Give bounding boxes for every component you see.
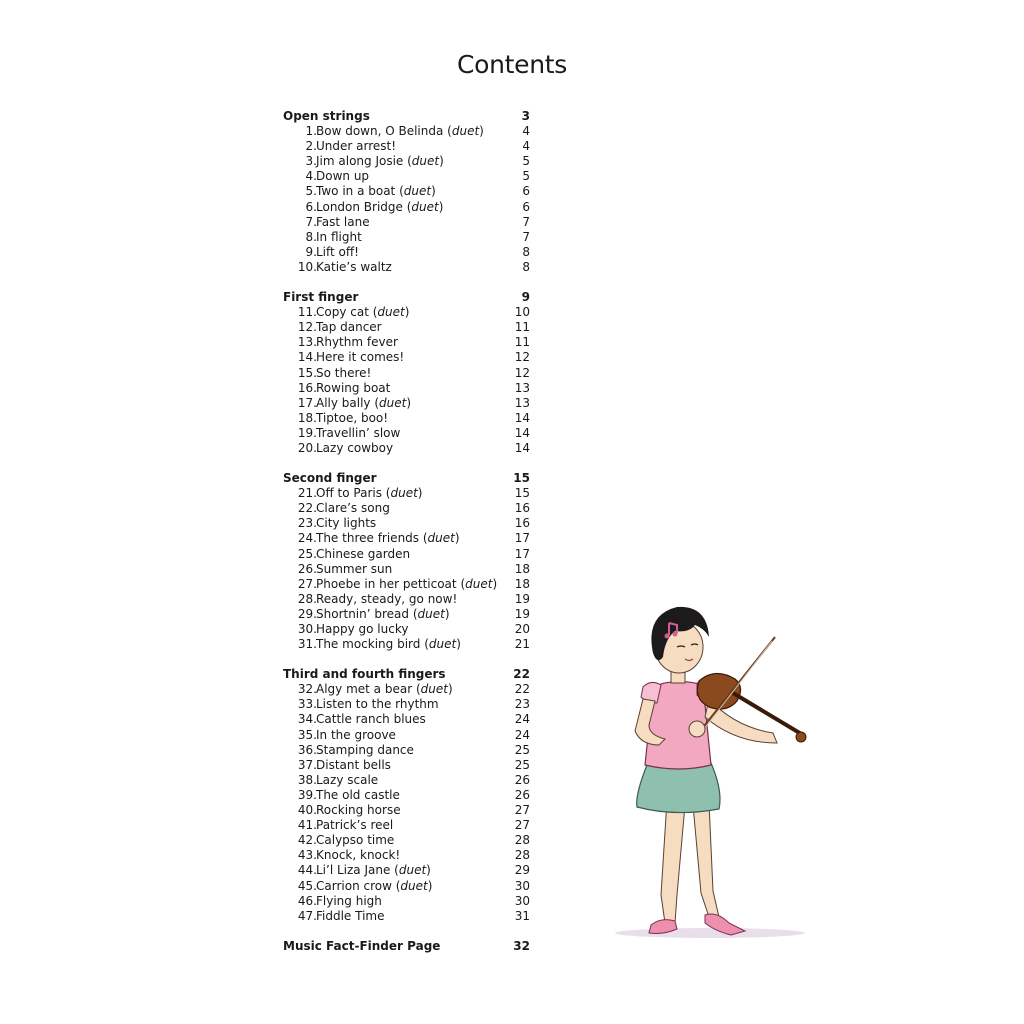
toc-entry-page: 5: [522, 169, 530, 184]
toc-entry-number: 22.: [297, 501, 317, 516]
toc-entry-number: 40.: [297, 803, 317, 818]
toc-entry-page: 30: [514, 893, 530, 908]
toc-entry-title: Carrion crow (duet): [316, 878, 433, 893]
toc-entry-title: Two in a boat (duet): [316, 184, 436, 199]
toc-entry-page: 13: [514, 395, 530, 410]
toc-entry-number: 19.: [297, 425, 317, 440]
toc-entry-name: Fiddle Time: [316, 908, 385, 923]
toc-entry-number: 20.: [297, 440, 317, 455]
toc-entry-title: [316, 426, 400, 441]
toc-entry-number: 45.: [297, 878, 317, 893]
toc-heading-title: Open strings: [283, 109, 370, 123]
toc-entry-name: Katie’s waltz: [316, 259, 392, 274]
toc-entry-page: 14: [514, 425, 530, 440]
toc-entry-page: 6: [522, 199, 530, 214]
toc-section: [283, 471, 533, 652]
toc-section: [283, 109, 533, 275]
toc-entry-number: 36.: [297, 742, 317, 757]
toc-entry-page: 28: [514, 848, 530, 863]
toc-entry-name: So there!: [316, 365, 372, 380]
toc-entry-name: Li’l Liza Jane: [316, 863, 391, 878]
toc-entry-number: 2.: [305, 139, 317, 154]
toc-entry-number: 23.: [297, 516, 317, 531]
toc-heading-title: First finger: [283, 290, 359, 305]
page-title: Contents: [456, 50, 568, 79]
toc-entry-number: 46.: [297, 893, 317, 908]
toc-entry-name: Algy met a bear: [316, 682, 413, 697]
toc-entry-page: 26: [514, 772, 530, 787]
toc-entry-title: Li’l Liza Jane (duet): [316, 863, 431, 878]
toc-entry: [283, 486, 533, 501]
toc-entry-number: 38.: [297, 772, 317, 787]
toc-entry-title: [316, 728, 396, 743]
toc-entry-number: 39.: [297, 787, 317, 802]
toc-entry-page: 20: [514, 622, 530, 636]
toc-entry: [283, 335, 533, 350]
toc-entry-title: [316, 818, 393, 833]
toc-entry-note: duet: [427, 531, 455, 546]
toc-entry: [283, 803, 533, 818]
toc-entry-note: duet: [417, 606, 445, 621]
toc-entry-note: duet: [428, 637, 457, 652]
toc-entry-page: 29: [514, 863, 530, 878]
toc-entry: [283, 773, 533, 788]
toc-entry: [283, 169, 533, 184]
toc-entry-title: [316, 803, 401, 818]
table-of-contents: [283, 109, 533, 969]
toc-section: [283, 290, 533, 456]
toc-entry-note: duet: [411, 199, 439, 214]
toc-entry-title: [316, 350, 404, 365]
toc-entry: [283, 139, 533, 154]
toc-entry-title: Algy met a bear (duet): [316, 682, 453, 697]
toc-entry-title: [316, 562, 392, 577]
toc-entry-page: 14: [514, 410, 530, 425]
toc-entry-page: 5: [522, 154, 530, 169]
toc-entry-title: [316, 712, 426, 727]
toc-entry-page: 16: [514, 516, 530, 531]
toc-entry-note: duet: [400, 878, 428, 893]
toc-entry-title: [316, 230, 362, 245]
toc-entry-number: 29.: [297, 606, 317, 621]
toc-entry-name: Tiptoe, boo!: [316, 410, 389, 425]
toc-entry-page: 18: [514, 576, 530, 591]
toc-entry-number: 3.: [305, 154, 317, 169]
toc-section-heading: [283, 667, 533, 682]
toc-entry-page: 6: [522, 184, 530, 199]
toc-entry-name: Ready, steady, go now!: [316, 591, 458, 606]
toc-entry-page: 27: [514, 803, 530, 818]
toc-entry-title: Ally bally (duet): [316, 395, 412, 410]
toc-entry-note: duet: [403, 184, 432, 199]
toc-entry-title: [316, 516, 376, 531]
toc-entry-name: Ally bally: [316, 395, 371, 410]
toc-section-heading: [283, 290, 533, 305]
toc-entry-title: Off to Paris (duet): [316, 486, 423, 501]
toc-entry-name: Knock, knock!: [316, 848, 401, 863]
toc-entry-number: 5.: [305, 184, 317, 199]
toc-entry-number: 32.: [297, 682, 317, 697]
toc-entry: [283, 320, 533, 335]
toc-entry-name: The mocking bird: [316, 637, 421, 652]
toc-entry-name: City lights: [316, 516, 377, 531]
toc-entry: [283, 637, 533, 652]
toc-entry-page: 23: [514, 697, 530, 712]
toc-entry: [283, 909, 533, 924]
toc-entry-name: Clare’s song: [316, 501, 390, 516]
toc-entry-page: 15: [514, 486, 530, 501]
toc-entry-note: duet: [379, 395, 407, 410]
toc-entry-name: Listen to the rhythm: [316, 697, 439, 712]
toc-heading-page: 32: [513, 938, 530, 953]
toc-entry-name: London Bridge: [316, 199, 403, 214]
toc-entry-page: 10: [514, 305, 530, 320]
toc-entry-page: 7: [522, 229, 530, 244]
toc-entry-name: Lazy scale: [316, 772, 379, 787]
toc-entry-name: Fast lane: [316, 214, 370, 229]
toc-entry-title: Shortnin’ bread (duet): [316, 606, 450, 621]
toc-entry-title: [316, 381, 390, 396]
toc-entry: [283, 396, 533, 411]
toc-entry-title: Jim along Josie (duet): [316, 154, 444, 169]
toc-entry-number: 1.: [305, 124, 317, 139]
toc-entry-note: duet: [411, 154, 440, 169]
toc-entry-title: [316, 622, 408, 637]
toc-entry-number: 10.: [297, 259, 317, 274]
toc-entry-note: duet: [451, 124, 480, 139]
toc-entry: [283, 501, 533, 516]
toc-entry-name: Rocking horse: [316, 803, 401, 818]
toc-entry-title: [316, 441, 393, 456]
toc-entry-name: The old castle: [316, 787, 400, 802]
toc-entry-page: 19: [514, 606, 530, 621]
toc-entry: [283, 215, 533, 230]
toc-entry-number: 13.: [297, 335, 317, 350]
toc-entry: [283, 758, 533, 773]
toc-entry-name: Calypso time: [316, 833, 395, 848]
toc-entry: [283, 154, 533, 169]
toc-entry-number: 28.: [297, 591, 317, 606]
toc-entry-number: 47.: [297, 908, 317, 923]
toc-entry-title: [316, 743, 414, 758]
toc-entry-name: Under arrest!: [316, 139, 397, 154]
toc-heading-page: 3: [521, 109, 530, 123]
toc-entry: [283, 381, 533, 396]
toc-entry-title: The three friends (duet): [316, 531, 460, 546]
toc-entry-number: 24.: [297, 531, 317, 546]
toc-entry-number: 14.: [297, 350, 317, 365]
toc-entry-title: [316, 245, 359, 260]
toc-entry-title: [316, 335, 398, 350]
toc-heading-page: 15: [513, 471, 530, 486]
toc-entry: [283, 697, 533, 712]
toc-entry: [283, 577, 533, 592]
toc-entry: [283, 833, 533, 848]
toc-section-heading: [283, 939, 533, 954]
toc-entry-number: 7.: [305, 214, 317, 229]
toc-entry-number: 37.: [297, 757, 317, 772]
toc-entry: [283, 426, 533, 441]
toc-entry-name: Distant bells: [316, 757, 391, 772]
toc-entry-name: Travellin’ slow: [316, 425, 401, 440]
toc-entry: [283, 366, 533, 381]
toc-entry-number: 25.: [297, 546, 317, 561]
toc-entry-title: [316, 169, 369, 184]
toc-entry: [283, 894, 533, 909]
toc-heading-title: Second finger: [283, 471, 377, 486]
toc-entry: [283, 863, 533, 878]
toc-entry-title: [316, 788, 400, 803]
toc-entry: [283, 682, 533, 697]
toc-entry-number: 31.: [297, 637, 317, 652]
toc-entry: [283, 411, 533, 426]
toc-entry: [283, 230, 533, 245]
toc-entry-number: 42.: [297, 833, 317, 848]
toc-entry-number: 18.: [297, 410, 317, 425]
toc-entry: [283, 245, 533, 260]
toc-entry-page: 12: [514, 365, 530, 380]
toc-entry-page: 26: [514, 787, 530, 802]
toc-entry-title: [316, 909, 385, 924]
toc-entry: [283, 124, 533, 139]
toc-entry-page: 8: [522, 259, 530, 274]
toc-entry: [283, 260, 533, 275]
toc-entry-title: Bow down, O Belinda (duet): [316, 124, 484, 139]
toc-entry-number: 6.: [305, 199, 317, 214]
toc-entry-note: duet: [398, 863, 427, 878]
toc-entry-page: 31: [514, 908, 530, 923]
toc-entry-name: In flight: [316, 229, 362, 244]
toc-entry-title: London Bridge (duet): [316, 199, 444, 214]
toc-entry: [283, 516, 533, 531]
toc-entry-page: 11: [514, 335, 530, 350]
toc-entry-page: 25: [514, 742, 530, 757]
toc-heading-page: 22: [513, 667, 530, 682]
toc-entry-note: duet: [465, 576, 493, 591]
toc-entry-number: 26.: [297, 561, 317, 576]
toc-entry-name: Here it comes!: [316, 350, 405, 365]
toc-entry-note: duet: [420, 682, 448, 697]
toc-entry: [283, 350, 533, 365]
toc-entry-number: 21.: [297, 486, 317, 501]
toc-entry-name: Patrick’s reel: [316, 818, 394, 833]
toc-entry-number: 15.: [297, 365, 317, 380]
toc-entry: [283, 200, 533, 215]
toc-entry-number: 9.: [305, 244, 317, 259]
toc-entry-page: 11: [514, 320, 530, 335]
toc-entry-name: Lift off!: [316, 244, 359, 259]
toc-entry-name: The three friends: [316, 531, 420, 546]
toc-entry-page: 24: [514, 712, 530, 727]
toc-entry-title: [316, 366, 371, 381]
toc-entry-name: Cattle ranch blues: [316, 712, 426, 727]
toc-entry-page: 24: [514, 727, 530, 742]
toc-entry-name: Lazy cowboy: [316, 440, 394, 455]
toc-entry-page: 13: [514, 380, 530, 395]
toc-entry: [283, 441, 533, 456]
toc-entry-page: 28: [514, 833, 530, 848]
toc-entry: [283, 562, 533, 577]
toc-heading-title: Third and fourth fingers: [283, 667, 446, 682]
toc-entry-page: 30: [514, 878, 530, 893]
toc-entry-name: Flying high: [316, 893, 382, 908]
toc-entry-page: 8: [522, 244, 530, 259]
toc-entry: [283, 531, 533, 546]
toc-entry-name: Down up: [316, 169, 370, 184]
toc-entry: [283, 879, 533, 894]
toc-entry-number: 43.: [297, 848, 317, 863]
toc-entry-page: 18: [514, 561, 530, 576]
toc-entry-number: 17.: [297, 395, 317, 410]
toc-entry: [283, 788, 533, 803]
toc-entry-name: Shortnin’ bread: [316, 606, 410, 621]
toc-entry-name: Stamping dance: [316, 742, 414, 757]
toc-entry: [283, 712, 533, 727]
toc-entry-name: Summer sun: [316, 561, 393, 576]
toc-entry-page: 4: [522, 139, 530, 154]
toc-section: [283, 667, 533, 924]
toc-entry-page: 14: [514, 440, 530, 455]
toc-entry-page: 17: [514, 531, 530, 546]
toc-entry-name: Rowing boat: [316, 380, 391, 395]
toc-entry-name: Rhythm fever: [316, 335, 398, 350]
toc-entry-page: 19: [514, 591, 530, 606]
toc-entry-title: [316, 411, 388, 426]
toc-entry: [283, 305, 533, 320]
toc-entry-page: 27: [514, 818, 530, 833]
toc-heading-page: 9: [521, 290, 530, 305]
toc-entry-number: 35.: [297, 727, 317, 742]
toc-entry-name: Chinese garden: [316, 546, 411, 561]
toc-entry-name: Bow down, O Belinda: [316, 124, 444, 139]
toc-entry-number: 41.: [297, 818, 317, 833]
toc-entry-title: Copy cat (duet): [316, 305, 410, 320]
toc-entry-title: The mocking bird (duet): [316, 637, 461, 652]
toc-entry-title: [316, 592, 457, 607]
toc-entry-name: Two in a boat: [316, 184, 396, 199]
toc-heading-title: Music Fact-Finder Page: [283, 938, 441, 953]
toc-entry: [283, 592, 533, 607]
toc-entry-number: 16.: [297, 380, 317, 395]
toc-entry-title: [316, 320, 382, 335]
toc-entry-page: 4: [522, 124, 530, 139]
toc-entry-number: 44.: [297, 863, 317, 878]
toc-entry: [283, 728, 533, 743]
toc-entry-page: 17: [514, 546, 530, 561]
toc-entry-name: Jim along Josie: [316, 154, 404, 169]
toc-entry-note: duet: [390, 486, 418, 501]
toc-entry-title: [316, 758, 391, 773]
toc-entry-page: 22: [514, 682, 530, 697]
toc-entry-name: Carrion crow: [316, 878, 392, 893]
toc-section-heading: [283, 471, 533, 486]
toc-entry-number: 4.: [305, 169, 317, 184]
toc-entry-title: [316, 547, 410, 562]
toc-entry-title: [316, 833, 394, 848]
toc-entry-title: [316, 773, 378, 788]
toc-entry-title: [316, 848, 400, 863]
toc-entry: [283, 848, 533, 863]
toc-entry-note: duet: [377, 305, 405, 320]
toc-section-heading: [283, 109, 533, 124]
toc-entry-number: 8.: [305, 229, 317, 244]
toc-entry: [283, 818, 533, 833]
toc-entry-number: 33.: [297, 697, 317, 712]
toc-section: [283, 939, 533, 954]
toc-entry-title: [316, 697, 439, 712]
toc-entry-number: 30.: [297, 622, 317, 636]
toc-entry-title: [316, 894, 382, 909]
toc-entry-page: 16: [514, 501, 530, 516]
toc-entry-name: Copy cat: [316, 305, 369, 320]
toc-entry-number: 12.: [297, 320, 317, 335]
toc-entry-title: [316, 139, 396, 154]
toc-entry: [283, 547, 533, 562]
toc-entry-number: 34.: [297, 712, 317, 727]
toc-entry-title: [316, 501, 390, 516]
toc-entry-name: Off to Paris: [316, 486, 382, 501]
toc-entry-title: [316, 260, 392, 275]
toc-entry-name: Tap dancer: [316, 320, 382, 335]
toc-entry: [283, 607, 533, 622]
toc-entry-name: Happy go lucky: [316, 622, 409, 636]
girl-playing-violin-icon: [605, 595, 825, 945]
toc-entry-page: 21: [514, 637, 530, 652]
toc-entry: [283, 622, 533, 637]
toc-entry: [283, 743, 533, 758]
toc-entry-title: Phoebe in her petticoat (duet): [316, 576, 498, 591]
toc-entry: [283, 184, 533, 199]
toc-entry-page: 7: [522, 214, 530, 229]
toc-entry-number: 11.: [297, 305, 317, 320]
toc-entry-name: In the groove: [316, 727, 396, 742]
toc-entry-page: 25: [514, 757, 530, 772]
toc-entry-number: 27.: [297, 576, 317, 591]
toc-entry-title: [316, 215, 370, 230]
toc-entry-page: 12: [514, 350, 530, 365]
toc-entry-name: Phoebe in her petticoat: [316, 576, 457, 591]
